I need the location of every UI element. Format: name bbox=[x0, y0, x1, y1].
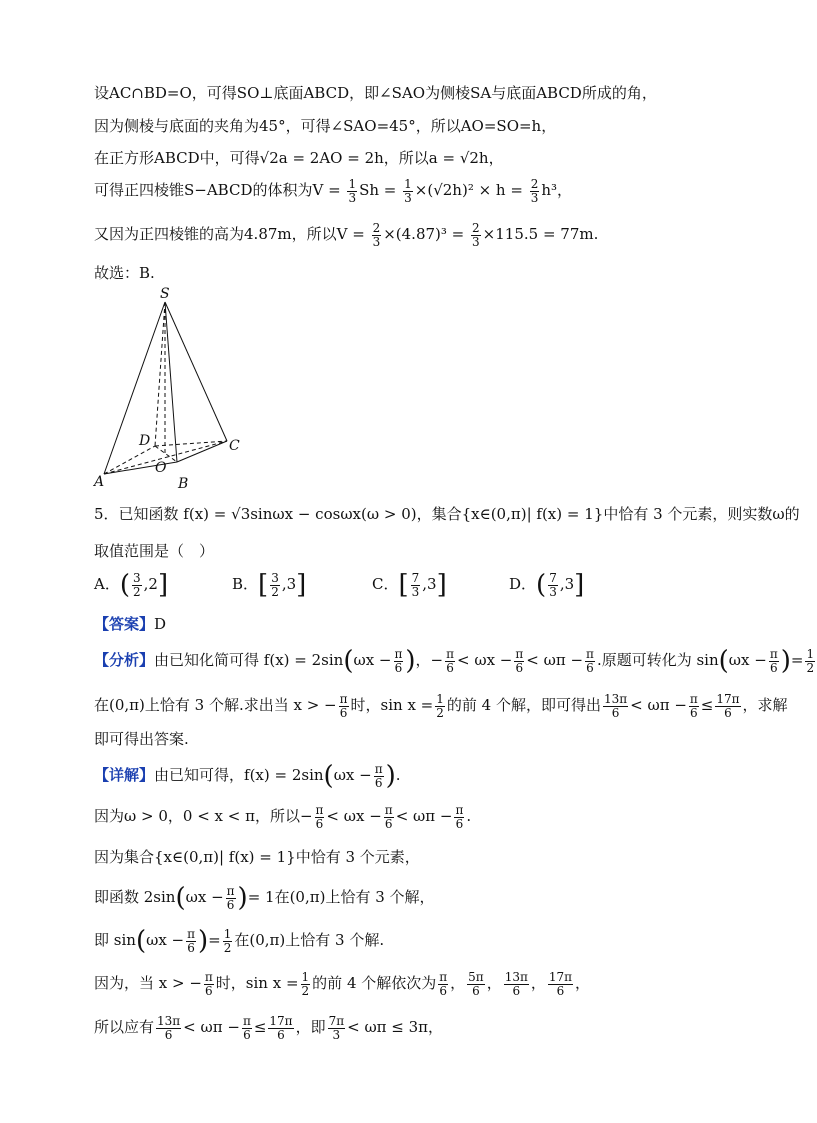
fraction: $\frac{2}{3}$ bbox=[372, 220, 381, 249]
fraction: $\frac{\pi}{6}$ bbox=[226, 883, 235, 912]
fraction: $\frac{\pi}{6}$ bbox=[384, 802, 393, 831]
option-a: A．( $\frac{3}{2}$ ,2] bbox=[94, 570, 169, 600]
analysis-line-3: 即可得出答案. bbox=[94, 730, 189, 748]
fraction: $\frac{3}{2}$ bbox=[133, 570, 141, 599]
fraction: $\frac{\pi}{6}$ bbox=[769, 646, 778, 675]
detail-line-7: 所以应有 $\frac{13\pi}{6}$ < ωπ − $\frac{\pi}{6}$ ≤ $\frac{17\pi}{6}$ ，即 $\frac{7\pi}{3}$ < ωπ ≤ 3π， bbox=[94, 1013, 444, 1042]
option-b: B．[ $\frac{3}{2}$ ,3] bbox=[232, 570, 307, 600]
fraction: $\frac{3}{2}$ bbox=[271, 570, 279, 599]
detail-line-5: 即 sin(ωx − $\frac{\pi}{6}$ )= $\frac{1}{2}$ 在(0,π)上恰有 3 个解. bbox=[94, 926, 385, 956]
question-line-2: 取值范围是（ ） bbox=[94, 542, 215, 560]
fraction: $\frac{5\pi}{6}$ bbox=[468, 969, 484, 998]
fraction: $\frac{\pi}{6}$ bbox=[439, 969, 448, 998]
analysis-line-2: 在(0,π)上恰有 3 个解.求出当 x > − $\frac{\pi}{6}$ 时，sin x = $\frac{1}{2}$ 的前 4 个解，即可得出 $\frac{13\pi}{6}$ < ωπ − $\frac{\pi}{6}$ ≤ $\frac{17\pi}{6}$ ，求解 bbox=[94, 691, 788, 720]
fraction: $\frac{1}{2}$ bbox=[301, 969, 310, 998]
fraction: $\frac{\pi}{6}$ bbox=[242, 1013, 251, 1042]
edge-SA bbox=[104, 302, 165, 474]
answer-tag: 【答案】 bbox=[94, 615, 155, 633]
text-line-3: 在正方形ABCD中，可得√2a = 2AO = 2h，所以a = √2h， bbox=[94, 149, 504, 167]
fraction: $\frac{\pi}{6}$ bbox=[689, 691, 698, 720]
fraction: $\frac{1}{3}$ bbox=[348, 176, 357, 205]
fraction: $\frac{\pi}{6}$ bbox=[515, 646, 524, 675]
detail-line-3: 因为集合{x∈(0,π)| f(x) = 1}中恰有 3 个元素， bbox=[94, 848, 420, 866]
fraction: $\frac{17\pi}{6}$ bbox=[548, 969, 573, 998]
fraction: $\frac{\pi}{6}$ bbox=[204, 969, 213, 998]
answer-value: D bbox=[154, 615, 167, 633]
label-O: O bbox=[155, 460, 167, 476]
fraction: $\frac{7}{3}$ bbox=[549, 570, 557, 599]
fraction: $\frac{13\pi}{6}$ bbox=[157, 1013, 181, 1042]
fraction: $\frac{1}{2}$ bbox=[806, 646, 815, 675]
option-c: C．[ $\frac{7}{3}$ ,3] bbox=[372, 570, 447, 600]
pyramid-figure bbox=[92, 284, 252, 494]
text-line-2: 因为侧棱与底面的夹角为45°，可得∠SAO=45°，所以AO=SO=h， bbox=[94, 117, 557, 135]
fraction: $\frac{\pi}{6}$ bbox=[394, 646, 403, 675]
label-A: A bbox=[94, 474, 105, 490]
fraction: $\frac{17\pi}{6}$ bbox=[716, 691, 740, 720]
label-B: B bbox=[178, 476, 189, 492]
fraction: $\frac{1}{2}$ bbox=[223, 926, 232, 955]
fraction: $\frac{\pi}{6}$ bbox=[455, 802, 464, 831]
fraction: $\frac{\pi}{6}$ bbox=[315, 802, 324, 831]
fraction: $\frac{13\pi}{6}$ bbox=[603, 691, 628, 720]
text-line-5: 又因为正四棱锥的高为4.87m，所以V = $\frac{2}{3}$ ×(4.87)³ = $\frac{2}{3}$ ×115.5 = 77m. bbox=[94, 220, 599, 249]
fraction: $\frac{13\pi}{6}$ bbox=[504, 969, 528, 998]
label-C: C bbox=[229, 438, 240, 454]
detail-line-1: 【详解】由已知可得，f(x) = 2sin(ωx − $\frac{\pi}{6}$ ). bbox=[94, 761, 401, 791]
fraction: $\frac{\pi}{6}$ bbox=[446, 646, 455, 675]
fraction: $\frac{\pi}{6}$ bbox=[187, 926, 196, 955]
analysis-tag: 【分析】 bbox=[94, 651, 155, 669]
fraction: $\frac{7\pi}{3}$ bbox=[328, 1013, 345, 1042]
fraction: $\frac{\pi}{6}$ bbox=[586, 646, 594, 675]
question-line-1: 5．已知函数 f(x) = √3sinωx − cosωx(ω > 0)，集合{x∈(0,π)| f(x) = 1}中恰有 3 个元素，则实数ω的 bbox=[94, 505, 800, 523]
fraction: $\frac{7}{3}$ bbox=[411, 570, 420, 599]
edge-SD bbox=[155, 302, 165, 446]
detail-line-2: 因为ω > 0，0 < x < π，所以− $\frac{\pi}{6}$ < ωx − $\frac{\pi}{6}$ < ωπ − $\frac{\pi}{6}$ . bbox=[94, 802, 472, 831]
text-line-1: 设AC∩BD=O，可得SO⊥底面ABCD，即∠SAO为侧棱SA与底面ABCD所成的角， bbox=[94, 84, 657, 102]
text-line-6: 故选：B. bbox=[94, 264, 155, 282]
fraction: $\frac{17\pi}{6}$ bbox=[269, 1013, 293, 1042]
text-line-4: 可得正四棱锥S−ABCD的体积为V = $\frac{1}{3}$ Sh = $\frac{1}{3}$ ×(√2h)² × h = $\frac{2}{3}$ h³， bbox=[94, 176, 573, 205]
label-S: S bbox=[160, 286, 170, 302]
fraction: $\frac{\pi}{6}$ bbox=[374, 761, 383, 790]
detail-line-4: 即函数 2sin(ωx − $\frac{\pi}{6}$ )= 1在(0,π)上恰有 3 个解， bbox=[94, 883, 435, 913]
fraction: $\frac{1}{2}$ bbox=[436, 691, 444, 720]
analysis-line-1: 【分析】由已知化简可得 f(x) = 2sin(ωx − $\frac{\pi}{6}$ )，− $\frac{\pi}{6}$ < ωx − $\frac{\pi}{6}$ < ωπ − $\frac{\pi}{6}$ .原题可转化为 sin(ωx − $\frac{\pi}{6}$ )= $\frac{1}{2}$ bbox=[94, 646, 815, 676]
answer-line bbox=[94, 613, 714, 635]
fraction: $\frac{2}{3}$ bbox=[530, 176, 539, 205]
fraction: $\frac{1}{3}$ bbox=[404, 176, 412, 205]
fraction: $\frac{2}{3}$ bbox=[472, 220, 480, 249]
fraction: $\frac{\pi}{6}$ bbox=[339, 691, 348, 720]
option-d: D．( $\frac{7}{3}$ ,3] bbox=[509, 570, 585, 600]
detail-tag: 【详解】 bbox=[94, 766, 155, 784]
detail-line-6: 因为，当 x > − $\frac{\pi}{6}$ 时，sin x = $\frac{1}{2}$ 的前 4 个解依次为 $\frac{\pi}{6}$ ， $\frac{5\pi}{6}$ ， $\frac{13\pi}{6}$ ， $\frac{17\pi}{6}$ ， bbox=[94, 969, 591, 998]
label-D: D bbox=[139, 433, 151, 449]
